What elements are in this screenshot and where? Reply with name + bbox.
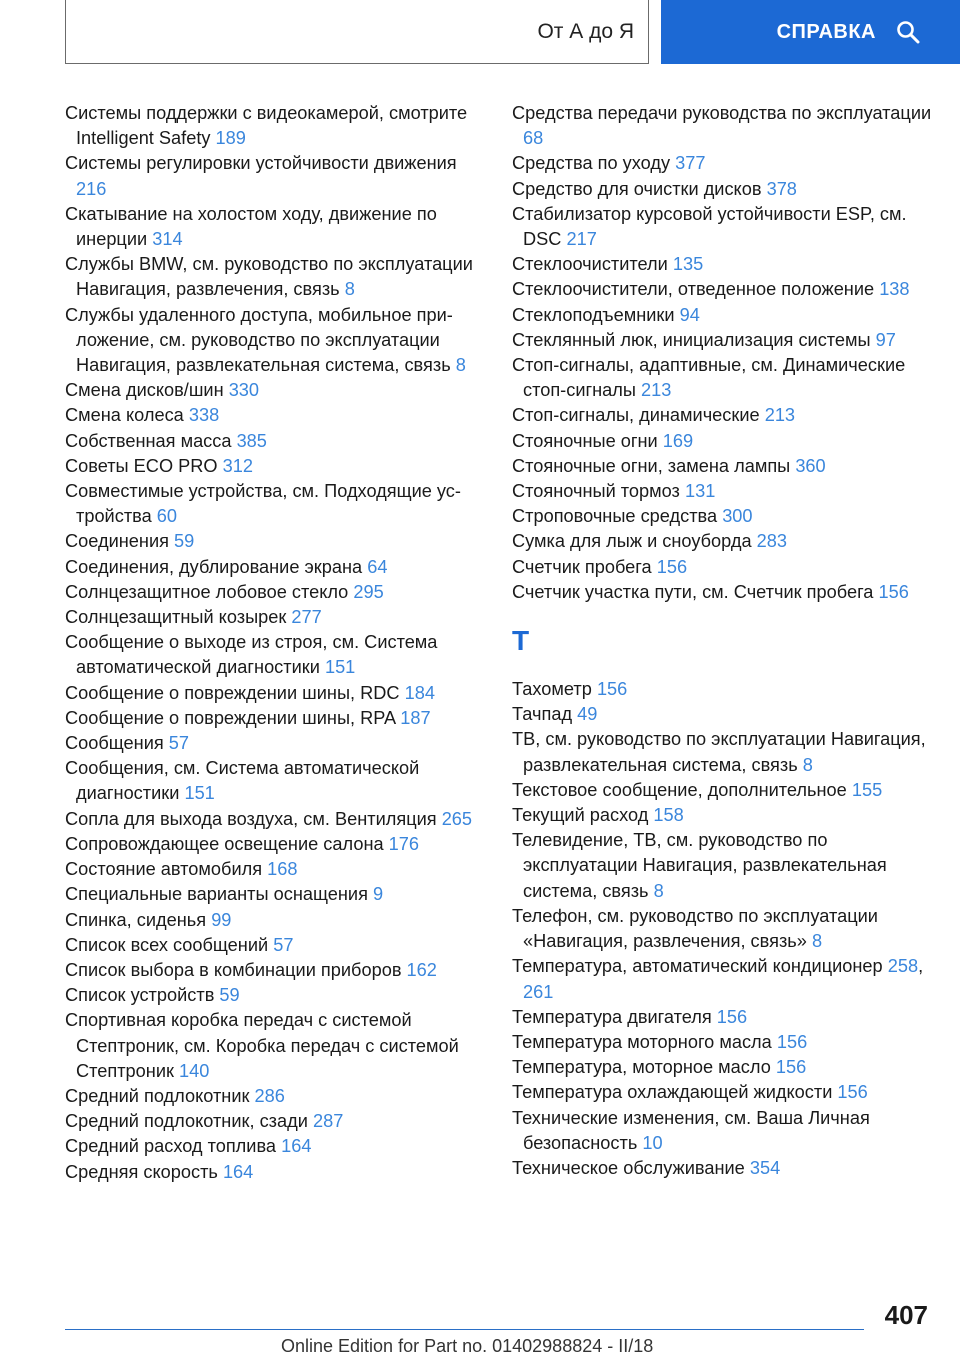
index-term: Телевидение, ТВ, см. руководство по эксплуатации Навигация, развлекательная система, связь <box>512 830 887 901</box>
page-link[interactable]: 8 <box>653 880 664 901</box>
index-entry <box>65 1134 485 1159</box>
index-entry <box>65 479 485 529</box>
index-term: Сообщение о повреждении шины, RPA <box>65 707 396 728</box>
page-link[interactable]: 385 <box>236 430 267 451</box>
page-link[interactable]: 354 <box>749 1157 781 1178</box>
index-term: Стеклоподъемники <box>512 304 675 325</box>
index-entry <box>65 832 485 857</box>
page-link[interactable]: 330 <box>228 380 260 401</box>
index-entry <box>512 252 942 277</box>
index-term: Сумка для лыж и сноуборда <box>512 531 752 552</box>
index-entry <box>512 1030 942 1055</box>
index-term: Список всех сообщений <box>65 934 269 955</box>
index-term: Системы поддержки с видеокамерой, смотрите Intelligent Safety <box>65 103 468 149</box>
index-entry <box>512 1156 942 1181</box>
index-entry <box>65 630 485 680</box>
index-entry: Температура, автоматический кондиционер 258, 261 <box>512 956 924 1002</box>
page-link[interactable]: 258 <box>887 956 919 977</box>
page-link[interactable]: 277 <box>291 607 322 628</box>
page-link[interactable]: 155 <box>851 779 883 800</box>
index-term: Солнцезащитный козырек <box>65 607 287 628</box>
index-entry <box>512 727 942 777</box>
page-link[interactable]: 138 <box>879 279 910 300</box>
index-term: Службы удаленного доступа, мобильное приложение, см. руководство по эксплуатации Навигация, развлекательная система, связь <box>65 304 453 376</box>
page-link[interactable]: 312 <box>222 455 253 476</box>
page-link[interactable]: 99 <box>211 909 232 930</box>
index-entry <box>512 1055 942 1080</box>
index-term: Температура, автоматический кондиционер <box>512 956 883 977</box>
page-link[interactable]: 283 <box>756 531 788 552</box>
index-term: Счетчик пробега <box>512 556 652 577</box>
page-link[interactable]: 59 <box>174 531 195 552</box>
index-entry <box>65 429 485 454</box>
page-link[interactable]: 8 <box>455 355 466 376</box>
index-entry <box>512 429 942 454</box>
page-link[interactable]: 286 <box>254 1085 285 1106</box>
page-link[interactable]: 156 <box>878 581 909 602</box>
index-term: Средняя скорость <box>65 1161 218 1182</box>
page-link[interactable]: 184 <box>404 682 435 703</box>
index-entry <box>512 303 942 328</box>
index-entry <box>512 454 942 479</box>
index-term: Собственная масса <box>65 430 232 451</box>
index-term: Стояночные огни <box>512 430 658 451</box>
index-term: Состояние автомобиля <box>65 859 263 880</box>
index-entry <box>65 857 485 882</box>
index-term: Температура охлаждающей жидкости <box>512 1082 833 1103</box>
index-group-t <box>512 677 942 1181</box>
page-link[interactable]: 156 <box>776 1031 808 1052</box>
index-term: Стояночный тормоз <box>512 481 680 502</box>
page-link[interactable]: 59 <box>219 985 240 1006</box>
index-term: Спинка, сиденья <box>65 909 207 930</box>
page-link[interactable]: 265 <box>441 808 473 829</box>
index-entry <box>512 504 942 529</box>
page-link[interactable]: 156 <box>775 1057 807 1078</box>
index-entry <box>512 677 942 702</box>
index-entry <box>512 101 942 151</box>
page-link[interactable]: 158 <box>653 805 684 826</box>
page-link[interactable]: 300 <box>722 506 753 527</box>
index-entry <box>512 151 942 176</box>
tab-help-label: СПРАВКА <box>776 20 876 43</box>
index-term: Техническое обслуживание <box>512 1157 745 1178</box>
tab-a-to-z[interactable] <box>65 0 649 64</box>
index-term: Средство для очистки дисков <box>512 178 762 199</box>
index-term: Текстовое сообщение, дополнительное <box>512 779 847 800</box>
index-term: Специальные варианты оснащения <box>65 884 368 905</box>
tab-help[interactable] <box>661 0 960 64</box>
index-entry <box>65 605 485 630</box>
page-link[interactable]: 287 <box>312 1111 344 1132</box>
page-link[interactable]: 360 <box>795 455 826 476</box>
index-term: Тахометр <box>512 679 592 700</box>
page-link[interactable]: 151 <box>184 783 215 804</box>
index-column-right <box>512 101 942 1181</box>
page-link[interactable]: 131 <box>684 481 716 502</box>
index-entry <box>512 529 942 554</box>
page-link[interactable]: 164 <box>222 1161 254 1182</box>
index-entry <box>65 529 485 554</box>
index-entry <box>65 555 485 580</box>
page-link[interactable]: 68 <box>523 128 544 149</box>
index-term: Солнцезащитное лобовое стекло <box>65 581 349 602</box>
index-entry <box>65 983 485 1008</box>
index-entry <box>65 908 485 933</box>
index-entry <box>512 1080 942 1105</box>
index-term: Средний подлокотник, сзади <box>65 1111 308 1132</box>
index-term: Телефон, см. руководство по эксплуатации «Навигация, развлечения, связь» <box>512 905 878 952</box>
page-link[interactable]: 10 <box>642 1132 663 1153</box>
page-link[interactable]: 140 <box>179 1060 210 1081</box>
page-link[interactable]: 189 <box>215 128 246 149</box>
index-entry <box>65 151 485 201</box>
index-term: Скатывание на холостом ходу, движение по инерции <box>65 203 437 250</box>
index-entry <box>65 807 485 832</box>
index-term: Текущий расход <box>512 805 649 826</box>
page-link[interactable]: 64 <box>367 556 388 577</box>
index-entry <box>65 756 485 806</box>
index-entry <box>512 403 942 428</box>
index-entry <box>512 828 942 904</box>
tab-a-to-z-label: От А до Я <box>537 19 634 43</box>
page-link[interactable]: 9 <box>372 884 384 905</box>
index-term: Средний расход топлива <box>65 1136 277 1157</box>
page-link[interactable]: 156 <box>656 556 688 577</box>
index-entry <box>65 933 485 958</box>
index-term: Тачпад <box>512 704 573 725</box>
index-term: Температура, моторное масло <box>512 1057 771 1078</box>
index-entry <box>65 303 485 379</box>
index-entry <box>512 702 942 727</box>
index-term: Совместимые устройства, см. Подходящие устройства <box>65 481 461 527</box>
index-column-left <box>65 101 485 1185</box>
page-link[interactable]: 261 <box>523 981 554 1002</box>
index-term: Средства передачи руководства по эксплуатации <box>512 103 932 123</box>
index-term: Системы регулировки устойчивости движения <box>65 153 457 174</box>
index-term: Температура двигателя <box>512 1006 712 1027</box>
index-term: Сообщения <box>65 733 164 754</box>
index-term: Спортивная коробка передач с системой Стептроник, см. Коробка передач с системой Стептроник <box>65 1010 459 1081</box>
index-entry <box>512 778 942 803</box>
index-term: Соединения, дублирование экрана <box>65 556 363 577</box>
page-link[interactable]: 377 <box>675 153 706 174</box>
index-entry <box>65 101 485 151</box>
page-link[interactable]: 8 <box>344 279 355 300</box>
page-link[interactable]: 378 <box>766 178 797 199</box>
index-entry <box>512 479 942 504</box>
index-entry <box>512 803 942 828</box>
index-term: Средства по уходу <box>512 153 671 174</box>
page-link[interactable]: 217 <box>566 229 597 250</box>
search-icon <box>896 20 920 44</box>
page-link[interactable]: 151 <box>324 657 356 678</box>
page-link[interactable]: 176 <box>388 833 420 854</box>
page-link[interactable]: 57 <box>273 934 294 955</box>
page-link[interactable]: 57 <box>168 733 190 754</box>
index-entry <box>512 904 942 954</box>
index-term: ТВ, см. руководство по эксплуатации Навигация, развлекательная система, связь <box>512 729 926 775</box>
index-term: Счетчик участка пути, см. Счетчик пробега <box>512 581 874 602</box>
index-entry <box>512 277 942 302</box>
index-term: Сопла для выхода воздуха, см. Вентиляция <box>65 808 437 829</box>
footer-edition: Online Edition for Part no. 01402988824 - II/18 <box>281 1336 654 1356</box>
index-term: Стоп-сигналы, адаптивные, см. Динамические стоп-сигналы <box>512 355 906 401</box>
index-entry <box>512 353 942 403</box>
index-entry <box>512 580 942 605</box>
index-term: Сопровождающее освещение салона <box>65 833 384 854</box>
index-entry <box>512 555 942 580</box>
index-entry <box>65 1160 485 1185</box>
index-term: Советы ECO PRO <box>65 455 218 476</box>
index-term: Соединения <box>65 531 169 552</box>
page-link[interactable]: 338 <box>188 405 220 426</box>
page-link[interactable]: 162 <box>406 959 437 980</box>
index-entry <box>65 681 485 706</box>
page-link[interactable]: 60 <box>156 506 178 527</box>
section-letter: Т <box>512 625 530 657</box>
index-term: Список выбора в комбинации приборов <box>65 959 402 980</box>
index-term: Смена колеса <box>65 405 184 426</box>
index-term: Стояночные огни, замена лампы <box>512 455 791 476</box>
index-term: Стеклоочистители, отведенное положение <box>512 279 875 300</box>
index-term: Список устройств <box>65 985 215 1006</box>
index-entry <box>65 1008 485 1084</box>
page-link[interactable]: 295 <box>353 581 384 602</box>
index-term: Температура моторного масла <box>512 1031 772 1052</box>
index-term: Сообщения, см. Система автоматической диагностики <box>65 758 420 804</box>
page-link[interactable]: 156 <box>596 679 628 700</box>
index-term: Стеклянный люк, инициализация системы <box>512 329 871 350</box>
page-link[interactable]: 216 <box>76 178 107 199</box>
index-term: Стеклоочистители <box>512 254 668 275</box>
index-entry <box>65 958 485 983</box>
page-link[interactable]: 168 <box>267 859 298 880</box>
index-entry <box>65 1084 485 1109</box>
page-link[interactable]: 156 <box>716 1006 748 1027</box>
index-entry <box>512 177 942 202</box>
index-entry <box>65 252 485 302</box>
page-link[interactable]: 164 <box>281 1136 312 1157</box>
page-link[interactable]: 135 <box>672 254 704 275</box>
page-link[interactable]: 314 <box>152 229 183 250</box>
index-group-s <box>512 101 942 605</box>
index-entry <box>65 706 485 731</box>
index-entry <box>65 403 485 428</box>
index-entry <box>65 731 485 756</box>
index-term: Строповочные средства <box>512 506 718 527</box>
index-entry <box>512 1106 942 1156</box>
footer-divider <box>65 1329 864 1330</box>
index-term: Сообщение о выходе из строя, см. Система автоматической диагностики <box>65 632 438 678</box>
index-entry <box>65 378 485 403</box>
index-entry <box>65 882 485 907</box>
index-term: Службы BMW, см. руководство по эксплуатации Навигация, развлечения, связь <box>65 254 473 300</box>
page-link[interactable]: 156 <box>837 1082 868 1103</box>
index-entry <box>512 1005 942 1030</box>
index-term: Технические изменения, см. Ваша Личная безопасность <box>512 1107 870 1153</box>
index-entry <box>512 202 942 252</box>
page-link[interactable]: 213 <box>764 405 796 426</box>
index-term: Сообщение о повреждении шины, RDC <box>65 682 400 703</box>
index-entry <box>65 202 485 252</box>
index-entry <box>65 454 485 479</box>
index-term: Стабилизатор курсовой устойчивости ESP, см. DSC <box>512 203 907 250</box>
page-number: 407 <box>884 1300 928 1330</box>
index-term: Смена дисков/шин <box>65 380 224 401</box>
page-link[interactable]: 8 <box>802 754 813 775</box>
page-link[interactable]: 8 <box>811 931 823 952</box>
page-link[interactable]: 97 <box>875 329 896 350</box>
index-entry <box>65 580 485 605</box>
page-link[interactable]: 213 <box>641 380 672 401</box>
page-link[interactable]: 187 <box>400 707 431 728</box>
page-link[interactable]: 169 <box>662 430 694 451</box>
page-link[interactable]: 94 <box>679 304 700 325</box>
index-term: Средний подлокотник <box>65 1085 250 1106</box>
index-term: Стоп-сигналы, динамические <box>512 405 760 426</box>
index-entry <box>65 1109 485 1134</box>
index-entry <box>512 328 942 353</box>
page-link[interactable]: 49 <box>577 704 598 725</box>
